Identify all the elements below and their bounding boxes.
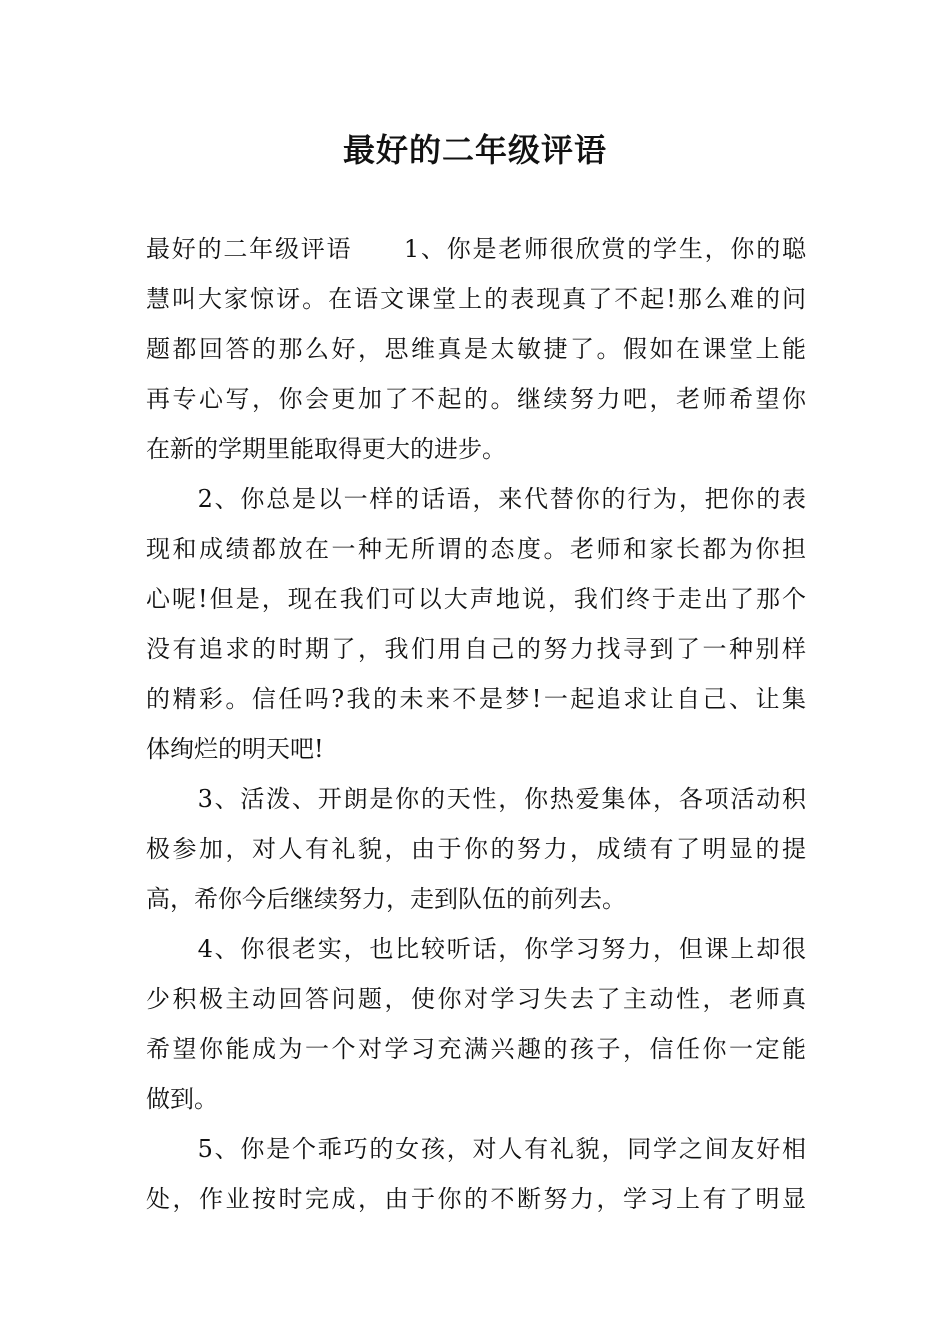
body-line-13: 极参加，对人有礼貌，由于你的努力，成绩有了明显的提: [146, 835, 806, 863]
body-line-1: 最好的二年级评语 1、你是老师很欣赏的学生，你的聪: [146, 235, 806, 263]
body-line-12: 3、活泼、开朗是你的天性，你热爱集体，各项活动积: [146, 785, 806, 813]
body-line-4: 再专心写，你会更加了不起的。继续努力吧，老师希望你: [146, 385, 806, 413]
body-line-18: 做到。: [146, 1085, 218, 1113]
body-line-15: 4、你很老实，也比较听话，你学习努力，但课上却很: [146, 935, 806, 963]
body-line-14: 高，希你今后继续努力，走到队伍的前列去。: [146, 885, 626, 913]
body-line-11: 体绚烂的明天吧!: [146, 735, 324, 763]
body-line-5: 在新的学期里能取得更大的进步。: [146, 435, 506, 463]
body-line-7: 现和成绩都放在一种无所谓的态度。老师和家长都为你担: [146, 535, 806, 563]
body-line-8: 心呢!但是，现在我们可以大声地说，我们终于走出了那个: [146, 585, 806, 613]
body-line-10: 的精彩。信任吗?我的未来不是梦!一起追求让自己、让集: [146, 685, 806, 713]
body-line-19: 5、你是个乖巧的女孩，对人有礼貌，同学之间友好相: [146, 1135, 806, 1163]
body-line-20: 处，作业按时完成，由于你的不断努力，学习上有了明显: [146, 1185, 806, 1213]
body-line-17: 希望你能成为一个对学习充满兴趣的孩子，信任你一定能: [146, 1035, 806, 1063]
body-line-3: 题都回答的那么好，思维真是太敏捷了。假如在课堂上能: [146, 335, 806, 363]
body-line-6: 2、你总是以一样的话语，来代替你的行为，把你的表: [146, 485, 806, 513]
body-line-9: 没有追求的时期了，我们用自己的努力找寻到了一种别样: [146, 635, 806, 663]
body-line-16: 少积极主动回答问题，使你对学习失去了主动性，老师真: [146, 985, 806, 1013]
body-line-2: 慧叫大家惊讶。在语文课堂上的表现真了不起!那么难的问: [146, 285, 806, 313]
document-title: 最好的二年级评语: [342, 131, 607, 169]
